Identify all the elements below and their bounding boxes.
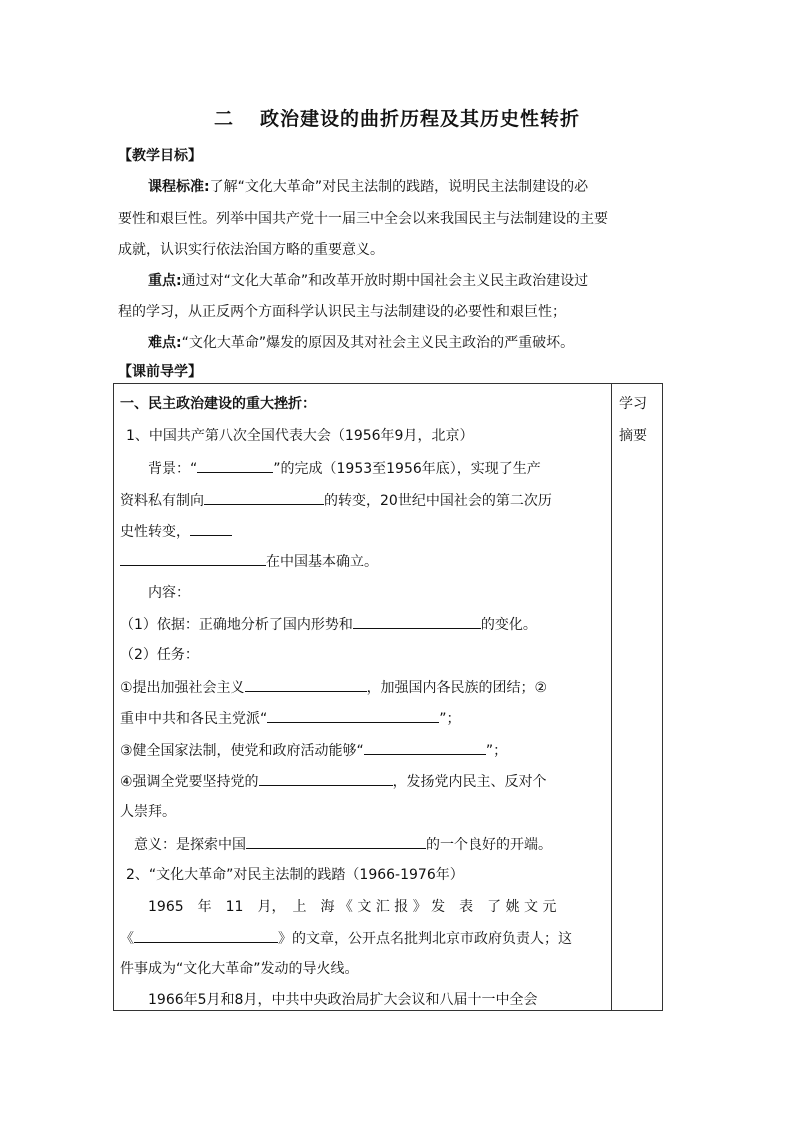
guide-table — [113, 383, 663, 1011]
item2-heading: 2、“文化大革命”对民主法制的践踏（1966-1976年） — [126, 867, 464, 883]
side-label-2: 摘要 — [619, 428, 647, 444]
difficulty-label: 难点: — [148, 335, 182, 351]
difficulty-text: “文化大革命”爆发的原因及其对社会主义民主政治的严重破坏。 — [181, 335, 575, 351]
standard-line-2: 要性和艰巨性。列举中国共产党十一届三中全会以来我国民主与法制建设的主要 — [118, 211, 608, 227]
blank-field — [353, 614, 481, 629]
blank-field — [120, 551, 266, 566]
significance-text-b: 的一个良好的开端。 — [426, 837, 552, 853]
task3-text-a: ③健全国家法制，使党和政府活动能够“ — [120, 743, 364, 759]
bg-text-f: 在中国基本确立。 — [266, 554, 378, 570]
standard-label: 课程标准: — [148, 179, 210, 195]
background-line-4 — [120, 551, 378, 572]
task3-line — [120, 740, 507, 761]
task4-line — [120, 771, 547, 792]
bg-text-e: 史性转变， — [120, 524, 190, 540]
basis-text-a: （1）依据：正确地分析了国内形势和 — [120, 617, 353, 633]
section-guide: 【课前导学】 — [118, 364, 202, 380]
blank-field — [246, 834, 426, 849]
background-line-2 — [120, 490, 552, 511]
content-label: 内容： — [148, 585, 190, 601]
paragraph1-line-3: 件事成为“文化大革命”发动的导火线。 — [120, 961, 359, 977]
task4-line-2: 人崇拜。 — [120, 804, 176, 820]
task3-text-b: ”； — [485, 743, 508, 759]
basis-line — [120, 614, 537, 635]
column-divider — [611, 384, 612, 1010]
task1-text-a: ①提出加强社会主义 — [120, 680, 245, 696]
background-line-1 — [148, 458, 541, 479]
task2-line — [120, 708, 461, 729]
bg-text-a: 背景：“ — [148, 461, 198, 477]
key-line-2: 程的学习，从正反两个方面科学认识民主与法制建设的必要性和艰巨性； — [118, 304, 566, 320]
significance-line — [134, 834, 552, 855]
page-title — [0, 104, 794, 131]
blank-field — [245, 677, 367, 692]
blank-field — [364, 740, 486, 755]
task-label: （2）任务： — [120, 647, 199, 663]
bg-text-c: 资料私有制向 — [120, 493, 204, 509]
difficulty-line — [148, 333, 574, 353]
p1-text-close: 》的文章，公开点名批判北京市政府负责人；这 — [278, 931, 572, 947]
blank-field — [267, 708, 439, 723]
standard-text-1: 了解“文化大革命”对民主法制的践踏，说明民主法制建设的必 — [209, 179, 589, 195]
section-objectives: 【教学目标】 — [118, 148, 202, 164]
task4-text-b: ，发扬党内民主、反对个 — [392, 774, 547, 790]
blank-field — [197, 458, 273, 473]
paragraph2-line-1: 1966年5月和8月，中共中央政治局扩大会议和八届十一中全会 — [148, 992, 538, 1008]
task1-line — [120, 677, 547, 698]
paragraph1-line-2 — [120, 928, 572, 949]
blank-field — [204, 490, 324, 505]
significance-text-a: 意义：是探索中国 — [134, 837, 246, 853]
item1-heading: 1、中国共产第八次全国代表大会（1956年9月，北京） — [126, 428, 474, 444]
task1-text-b: ，加强国内各民族的团结；② — [366, 680, 548, 696]
side-label-1: 学习 — [619, 396, 647, 412]
basis-text-b: 的变化。 — [480, 617, 537, 633]
paragraph1-line-1: 1965 年 11 月， 上 海 《 文 汇 报 》 发 表 了 姚 文 元 — [148, 899, 557, 915]
table-heading: 一、民主政治建设的重大挫折： — [120, 396, 316, 412]
background-line-3 — [120, 521, 232, 542]
blank-field — [190, 521, 232, 536]
blank-field — [259, 771, 393, 786]
standard-line-1 — [148, 177, 588, 197]
task4-text-a: ④强调全党要坚持党的 — [120, 774, 259, 790]
bg-text-d: 的转变，20世纪中国社会的第二次历 — [324, 493, 552, 509]
key-text-1: 通过对“文化大革命”和改革开放时期中国社会主义民主政治建设过 — [181, 273, 589, 289]
task2-text-b: ”； — [439, 711, 461, 727]
bg-text-b: ”的完成（1953至1956年底），实现了生产 — [273, 461, 541, 477]
blank-field — [134, 928, 278, 943]
key-line-1 — [148, 271, 588, 291]
p1-open-bracket: 《 — [120, 931, 134, 947]
title-number: 二 — [213, 108, 234, 130]
task2-text-a: 重申中共和各民主党派“ — [120, 711, 268, 727]
standard-line-3: 成就，认识实行依法治国方略的重要意义。 — [118, 242, 384, 258]
title-text: 政治建设的曲折历程及其历史性转折 — [260, 108, 581, 130]
key-label: 重点: — [148, 273, 182, 289]
